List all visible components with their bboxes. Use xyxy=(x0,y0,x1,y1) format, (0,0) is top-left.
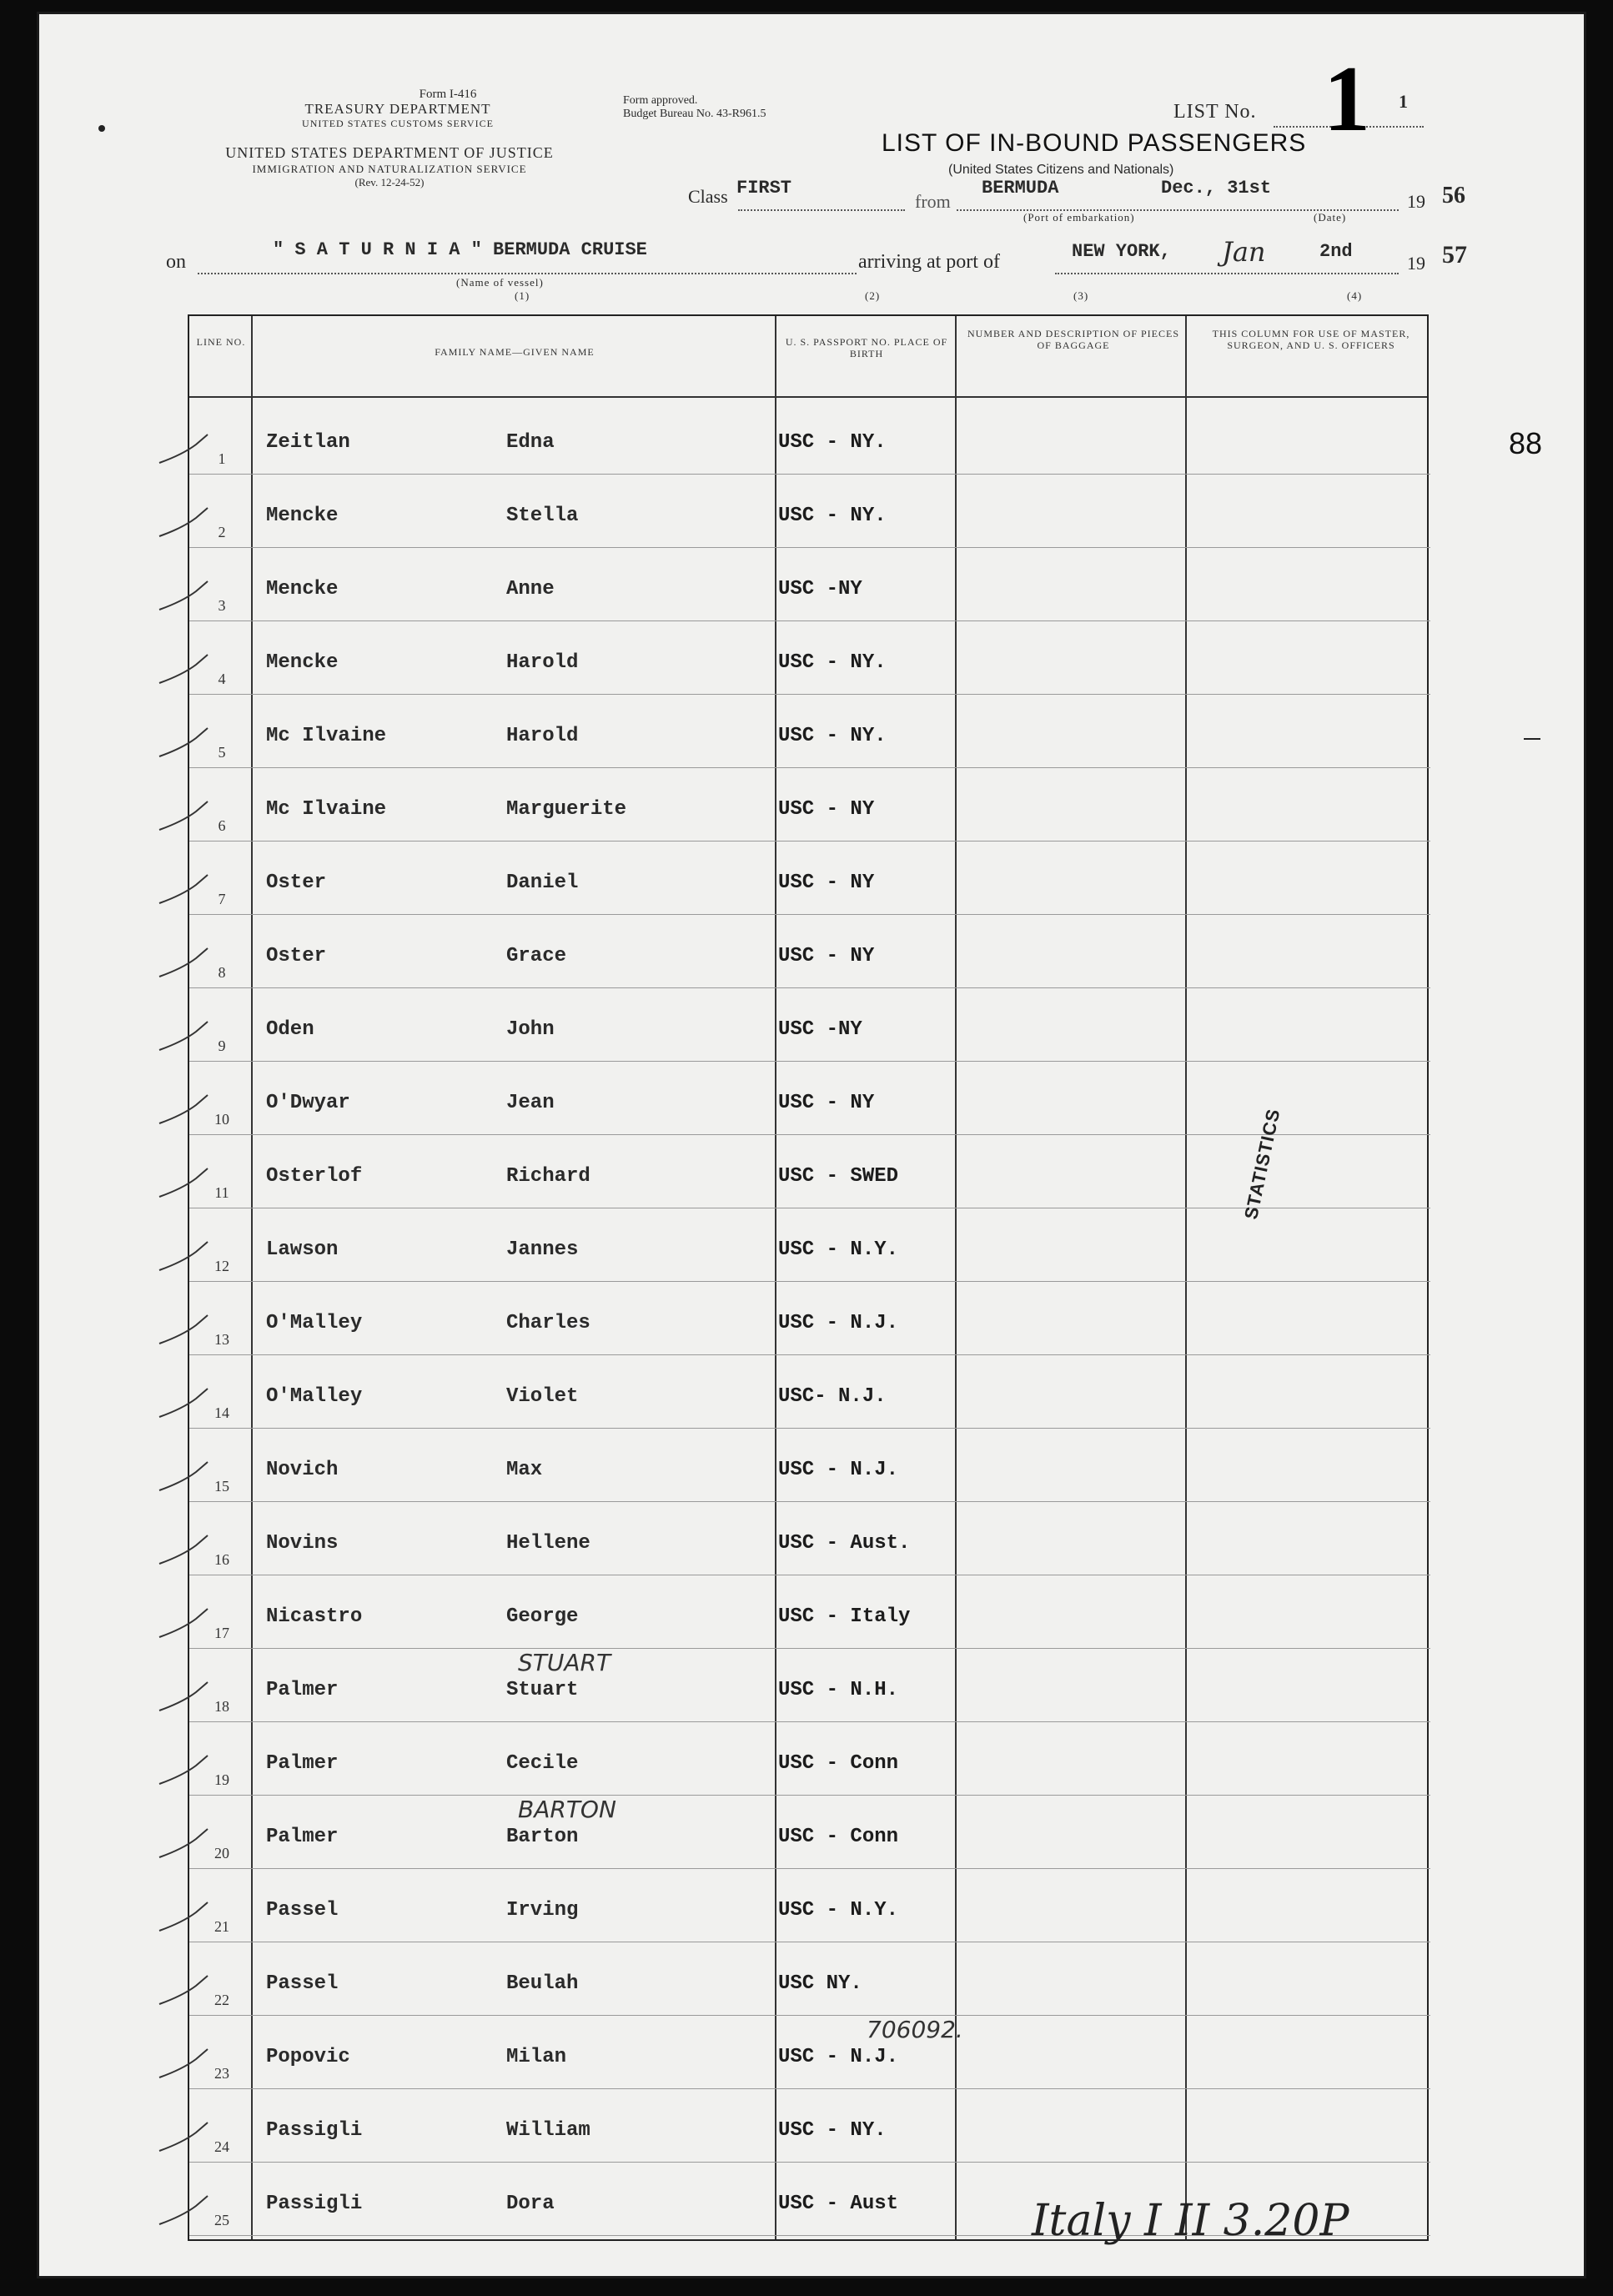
given-name: Harold xyxy=(506,725,579,747)
check-mark-icon xyxy=(158,2047,224,2081)
line-number: 6 xyxy=(218,817,226,834)
table-row xyxy=(124,840,1509,915)
family-name: O'Malley xyxy=(266,1312,363,1334)
year-prefix-2: 19 xyxy=(1407,253,1425,274)
class-value: FIRST xyxy=(736,178,792,198)
check-mark-icon xyxy=(158,800,224,833)
family-name: Oster xyxy=(266,872,327,894)
given-name: Grace xyxy=(506,945,567,967)
justice-department: UNITED STATES DEPARTMENT OF JUSTICE xyxy=(225,144,554,161)
year-prefix-1: 19 xyxy=(1407,191,1425,212)
vessel-name: " S A T U R N I A " BERMUDA CRUISE xyxy=(273,239,647,260)
line-number: 21 xyxy=(214,1918,229,1935)
family-name: Nicastro xyxy=(266,1605,363,1628)
manifest-sheet xyxy=(37,12,1586,2278)
from-label: from xyxy=(915,191,951,212)
given-name: Stella xyxy=(506,505,579,527)
family-name: Zeitlan xyxy=(266,431,350,454)
class-label: Class xyxy=(688,186,728,207)
given-name: Milan xyxy=(506,2046,567,2068)
line-number: 18 xyxy=(214,1698,229,1715)
page-subtitle: (United States Citizens and Nationals) xyxy=(948,163,1174,177)
revision-date: (Rev. 12-24-52) xyxy=(354,176,425,188)
line-number: 9 xyxy=(218,1037,226,1054)
family-name: O'Dwyar xyxy=(266,1092,350,1114)
passport-birthplace: USC - N.J. xyxy=(778,1312,899,1334)
line-number: 25 xyxy=(214,2212,229,2228)
table-row xyxy=(124,913,1509,988)
table-row xyxy=(124,693,1509,768)
arrival-day: 2nd xyxy=(1319,241,1353,262)
table-row xyxy=(124,987,1509,1062)
budget-bureau-number: Budget Bureau No. 43-R961.5 xyxy=(623,108,766,120)
passport-birthplace: USC -NY xyxy=(778,1018,862,1041)
vessel-caption: (Name of vessel) xyxy=(456,276,544,289)
passport-birthplace: USC - SWED xyxy=(778,1165,899,1188)
passport-birthplace: USC - N.J. xyxy=(778,2046,899,2068)
table-row xyxy=(124,620,1509,695)
line-number: 8 xyxy=(218,964,226,981)
check-mark-icon xyxy=(158,1901,224,1934)
line-number: 7 xyxy=(218,891,226,907)
given-name: Cecile xyxy=(506,1752,579,1775)
embark-year: 56 xyxy=(1442,183,1465,208)
check-mark-icon xyxy=(158,580,224,613)
table-row xyxy=(124,1354,1509,1429)
check-mark-icon xyxy=(158,1607,224,1640)
form-number: Form I-416 xyxy=(419,88,477,101)
line-number: 2 xyxy=(218,524,226,540)
line-number: 22 xyxy=(214,1992,229,2008)
tally-dash xyxy=(1524,738,1540,740)
passport-birthplace: USC - Conn xyxy=(778,1752,899,1775)
line-number: 15 xyxy=(214,1478,229,1495)
passport-birthplace: USC - Aust xyxy=(778,2193,899,2215)
line-number: 20 xyxy=(214,1845,229,1861)
passport-birthplace: USC - NY xyxy=(778,1092,875,1114)
line-number: 23 xyxy=(214,2065,229,2082)
family-name: Palmer xyxy=(266,1679,339,1701)
page-title: LIST OF IN-BOUND PASSENGERS xyxy=(882,129,1307,157)
table-row xyxy=(124,399,1509,475)
table-row xyxy=(124,1794,1509,1869)
given-name: Richard xyxy=(506,1165,590,1188)
handwritten-correction: BARTON xyxy=(518,1796,616,1823)
check-mark-icon xyxy=(158,1974,224,2007)
passport-birthplace: USC - N.Y. xyxy=(778,1899,899,1922)
table-row xyxy=(124,1867,1509,1942)
check-mark-icon xyxy=(158,1754,224,1787)
family-name: Palmer xyxy=(266,1826,339,1848)
given-name: John xyxy=(506,1018,555,1041)
line-number: 19 xyxy=(214,1771,229,1788)
table-row xyxy=(124,2014,1509,2089)
line-number: 24 xyxy=(214,2138,229,2155)
table-row xyxy=(124,1500,1509,1575)
check-mark-icon xyxy=(158,2194,224,2228)
given-name: Jean xyxy=(506,1092,555,1114)
table-row xyxy=(124,1647,1509,1722)
check-mark-icon xyxy=(158,506,224,540)
port-of-arrival: NEW YORK, xyxy=(1072,241,1171,262)
passport-birthplace: USC - N.H. xyxy=(778,1679,899,1701)
column-header-name: FAMILY NAME—GIVEN NAME xyxy=(435,346,595,358)
given-name: George xyxy=(506,1605,579,1628)
check-mark-icon xyxy=(158,1167,224,1200)
passport-birthplace: USC - Italy xyxy=(778,1605,911,1628)
handwritten-note: Italy I II 3.20P xyxy=(1032,2196,1349,2246)
family-name: Passel xyxy=(266,1972,339,1995)
given-name: Stuart xyxy=(506,1679,579,1701)
family-name: Passigli xyxy=(266,2119,363,2142)
given-name: Violet xyxy=(506,1385,579,1408)
family-name: Oden xyxy=(266,1018,314,1041)
family-name: Mencke xyxy=(266,651,339,674)
statistics-stamp: STATISTICS xyxy=(1240,1106,1284,1222)
port-embarkation-caption: (Port of embarkation) xyxy=(1023,211,1135,224)
given-name: Irving xyxy=(506,1899,579,1922)
check-mark-icon xyxy=(158,1681,224,1714)
arrival-line xyxy=(1055,273,1399,274)
check-mark-icon xyxy=(158,1093,224,1127)
check-mark-icon xyxy=(158,1534,224,1567)
caption-2: (2) xyxy=(865,289,881,302)
list-number-label: LIST No. xyxy=(1173,101,1257,123)
check-mark-icon xyxy=(158,873,224,907)
table-row xyxy=(124,546,1509,621)
family-name: Lawson xyxy=(266,1238,339,1261)
handwritten-correction: STUART xyxy=(518,1649,611,1676)
table-row xyxy=(124,2088,1509,2163)
line-number: 13 xyxy=(214,1331,229,1348)
port-of-embarkation: BERMUDA xyxy=(982,178,1059,198)
family-name: Palmer xyxy=(266,1752,339,1775)
caption-4: (4) xyxy=(1347,289,1363,302)
table-row xyxy=(124,766,1509,842)
passport-birthplace: USC- N.J. xyxy=(778,1385,887,1408)
passport-birthplace: USC - NY. xyxy=(778,505,887,527)
check-mark-icon xyxy=(158,1460,224,1494)
check-mark-icon xyxy=(158,2121,224,2154)
side-count: 88 xyxy=(1509,426,1543,460)
family-name: Mencke xyxy=(266,505,339,527)
table-row xyxy=(124,1207,1509,1282)
form-approved: Form approved. xyxy=(623,94,698,107)
line-number: 12 xyxy=(214,1258,229,1274)
punch-mark xyxy=(98,125,105,132)
line-number: 11 xyxy=(214,1184,229,1201)
table-row xyxy=(124,1941,1509,2016)
given-name: Edna xyxy=(506,431,555,454)
given-name: William xyxy=(506,2119,590,2142)
table-row xyxy=(124,1133,1509,1208)
column-header-line-no: LINE NO. xyxy=(196,336,246,348)
table-row xyxy=(124,1427,1509,1502)
check-mark-icon xyxy=(158,1314,224,1347)
line-number: 4 xyxy=(218,671,226,687)
passport-birthplace: USC - NY xyxy=(778,872,875,894)
line-number: 17 xyxy=(214,1625,229,1641)
family-name: Osterlof xyxy=(266,1165,363,1188)
given-name: Marguerite xyxy=(506,798,627,821)
given-name: Max xyxy=(506,1459,543,1481)
passport-birthplace: USC - N.Y. xyxy=(778,1238,899,1261)
passport-birthplace: USC - NY. xyxy=(778,725,887,747)
line-number: 3 xyxy=(218,597,226,614)
passport-birthplace: USC NY. xyxy=(778,1972,862,1995)
column-header-baggage: NUMBER AND DESCRIPTION OF PIECES OF BAGGAGE xyxy=(967,328,1180,351)
line-number: 5 xyxy=(218,744,226,761)
caption-3: (3) xyxy=(1073,289,1089,302)
passport-birthplace: USC - Conn xyxy=(778,1826,899,1848)
column-header-officers: THIS COLUMN FOR USE OF MASTER, SURGEON, AND U. S. OFFICERS xyxy=(1212,328,1410,351)
check-mark-icon xyxy=(158,947,224,980)
column-header-passport: U. S. PASSPORT NO. PLACE OF BIRTH xyxy=(785,336,948,359)
table-row xyxy=(124,1721,1509,1796)
passport-birthplace: USC -NY xyxy=(778,578,862,600)
given-name: Dora xyxy=(506,2193,555,2215)
handwritten-correction: 706092. xyxy=(867,2016,963,2043)
table-row xyxy=(124,473,1509,548)
embarkation-date: Dec., 31st xyxy=(1161,178,1272,198)
passport-birthplace: USC - NY xyxy=(778,798,875,821)
check-mark-icon xyxy=(158,653,224,686)
immigration-service: IMMIGRATION AND NATURALIZATION SERVICE xyxy=(252,163,527,175)
line-number: 14 xyxy=(214,1404,229,1421)
family-name: Popovic xyxy=(266,2046,350,2068)
line-number: 16 xyxy=(214,1551,229,1568)
check-mark-icon xyxy=(158,1240,224,1274)
check-mark-icon xyxy=(158,1020,224,1053)
family-name: Passel xyxy=(266,1899,339,1922)
check-mark-icon xyxy=(158,1827,224,1861)
on-label: on xyxy=(166,251,186,273)
passenger-table xyxy=(188,314,1429,2241)
passport-birthplace: USC - N.J. xyxy=(778,1459,899,1481)
treasury-department: TREASURY DEPARTMENT xyxy=(304,101,491,117)
check-mark-icon xyxy=(158,1387,224,1420)
family-name: Mc Ilvaine xyxy=(266,798,387,821)
check-mark-icon xyxy=(158,433,224,466)
passport-birthplace: USC - NY. xyxy=(778,2119,887,2142)
family-name: O'Malley xyxy=(266,1385,363,1408)
customs-service: UNITED STATES CUSTOMS SERVICE xyxy=(302,118,494,129)
check-mark-icon xyxy=(158,726,224,760)
given-name: Charles xyxy=(506,1312,590,1334)
given-name: Anne xyxy=(506,578,555,600)
passport-birthplace: USC - NY. xyxy=(778,651,887,674)
given-name: Harold xyxy=(506,651,579,674)
family-name: Passigli xyxy=(266,2193,363,2215)
family-name: Oster xyxy=(266,945,327,967)
date-caption: (Date) xyxy=(1314,211,1347,224)
table-row xyxy=(124,1280,1509,1355)
family-name: Mc Ilvaine xyxy=(266,725,387,747)
list-number-value: 1 xyxy=(1324,48,1370,151)
given-name: Jannes xyxy=(506,1238,579,1261)
arriving-label: arriving at port of xyxy=(858,251,1000,273)
given-name: Daniel xyxy=(506,872,579,894)
given-name: Hellene xyxy=(506,1532,590,1555)
line-number: 10 xyxy=(214,1111,229,1128)
list-number-sub: 1 xyxy=(1399,91,1408,112)
line-number: 1 xyxy=(218,450,226,467)
given-name: Beulah xyxy=(506,1972,579,1995)
passport-birthplace: USC - NY. xyxy=(778,431,887,454)
family-name: Novins xyxy=(266,1532,339,1555)
passport-birthplace: USC - NY xyxy=(778,945,875,967)
table-row xyxy=(124,1574,1509,1649)
vessel-line xyxy=(198,273,857,274)
family-name: Novich xyxy=(266,1459,339,1481)
class-line xyxy=(738,209,905,211)
given-name: Barton xyxy=(506,1826,579,1848)
header-rule xyxy=(189,396,1427,398)
family-name: Mencke xyxy=(266,578,339,600)
caption-1: (1) xyxy=(515,289,530,302)
arrival-year: 57 xyxy=(1442,241,1467,269)
passport-birthplace: USC - Aust. xyxy=(778,1532,911,1555)
table-row xyxy=(124,1060,1509,1135)
arrival-month: Jan xyxy=(1222,236,1266,268)
